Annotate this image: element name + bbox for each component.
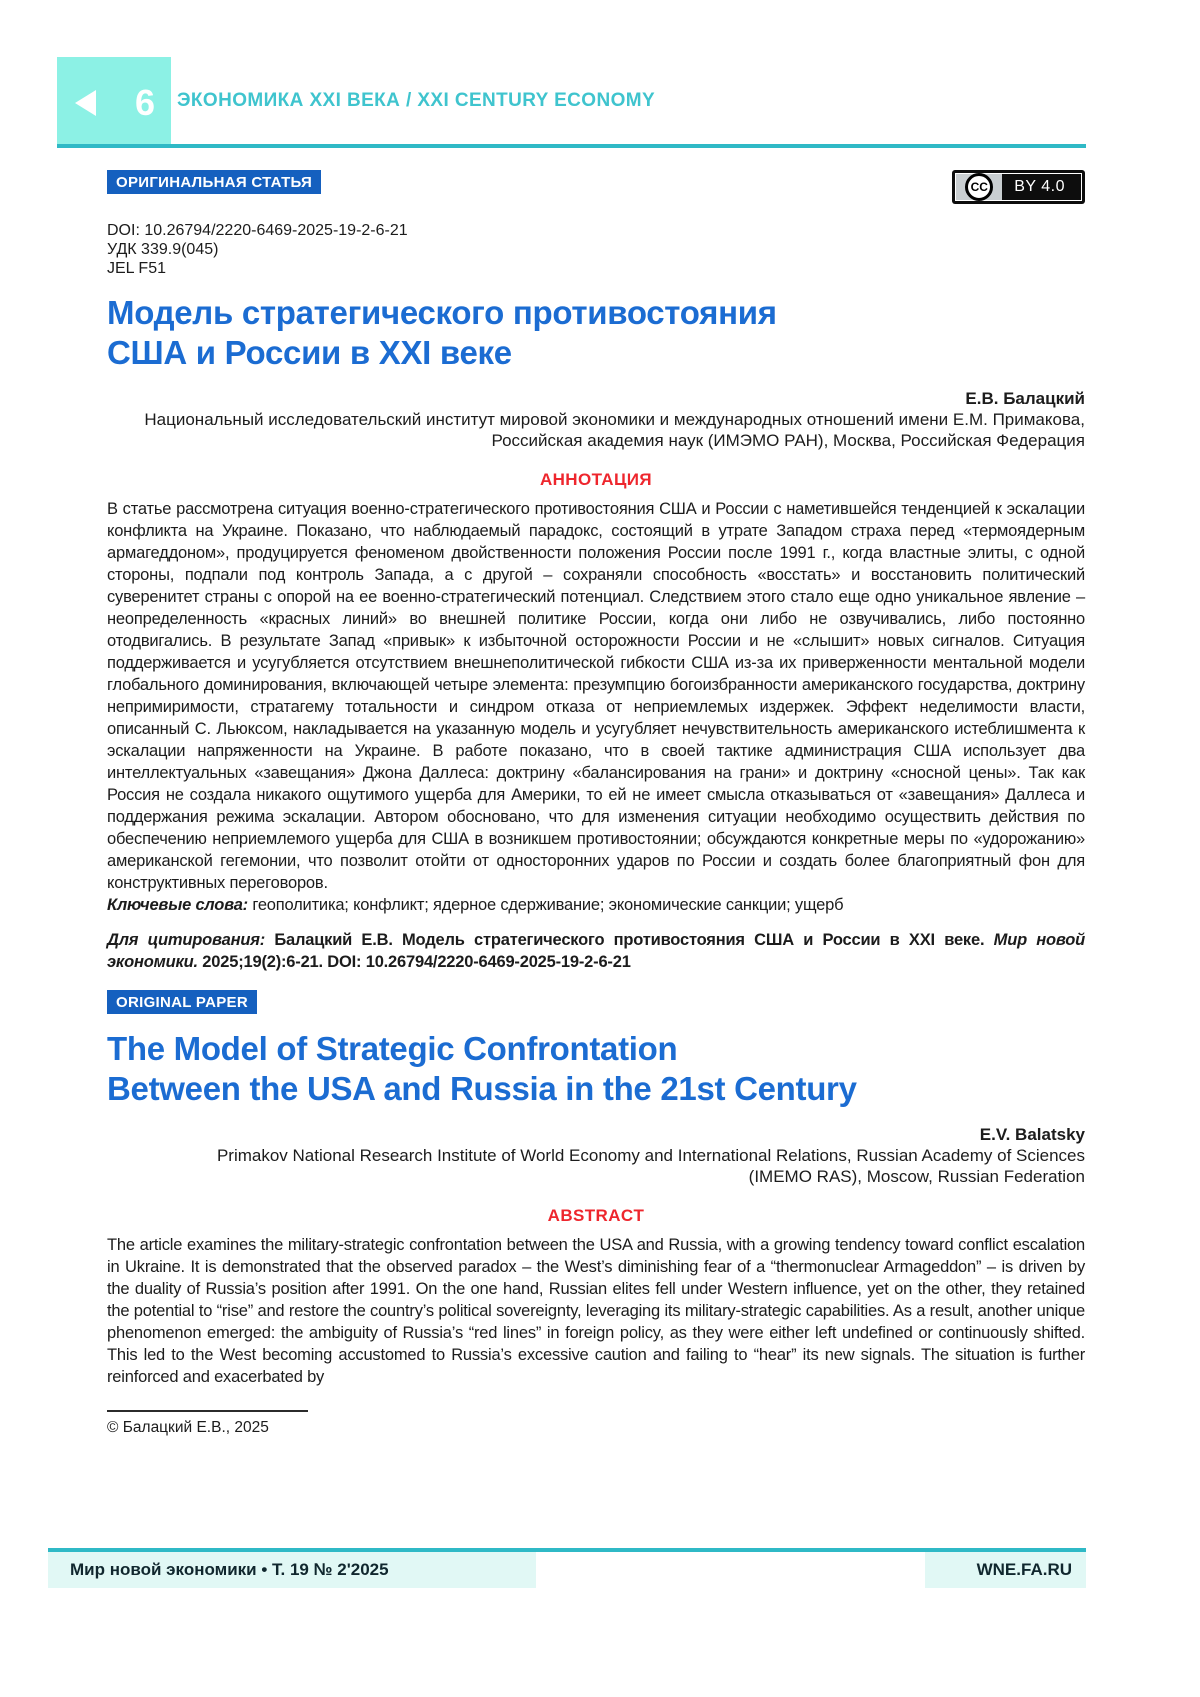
copyright-divider	[107, 1410, 308, 1412]
affiliation-en	[107, 1145, 1085, 1187]
page-number-tab	[57, 57, 171, 148]
abstract-ru	[107, 498, 1085, 894]
udc-line: УДК 339.9(045)	[107, 241, 219, 258]
article-title-en-line1: The Model of Strategic Confrontation	[107, 1030, 678, 1067]
citation-tail: 2025;19(2):6-21. DOI: 10.26794/2220-6469-2025-19-2-6-21	[202, 953, 631, 971]
keywords-label: Ключевые слова:	[107, 896, 248, 914]
article-title-ru	[107, 293, 1085, 373]
abstract-heading-ru: АННОТАЦИЯ	[539, 470, 653, 489]
keywords-text: геополитика; конфликт; ядерное сдерживание; экономические санкции; ущерб	[252, 896, 844, 914]
article-meta	[107, 221, 1085, 278]
jel-line: JEL F51	[107, 260, 166, 277]
copyright-line: © Балацкий Е.В., 2025	[107, 1419, 269, 1436]
back-arrow-icon	[75, 90, 96, 116]
header-divider	[57, 144, 1086, 148]
citation-label: Для цитирования:	[107, 931, 266, 949]
footer-journal-issue: Мир новой экономики • Т. 19 № 2'2025	[48, 1552, 536, 1588]
citation-ru	[107, 929, 1085, 973]
footer-website: WNE.FA.RU	[925, 1552, 1086, 1588]
abstract-heading-en: ABSTRACT	[547, 1206, 645, 1225]
running-head: ЭКОНОМИКА XXI ВЕКА / XXI CENTURY ECONOMY	[177, 90, 656, 111]
article-type-badge-ru: ОРИГИНАЛЬНАЯ СТАТЬЯ	[107, 170, 321, 194]
affiliation-ru	[107, 409, 1085, 451]
article-title-en-line2: Between the USA and Russia in the 21st Century	[107, 1070, 857, 1107]
affiliation-ru-line2: Российская академия наук (ИМЭМО РАН), Москва, Российская Федерация	[491, 431, 1085, 450]
article-title-ru-line2: США и России в XXI веке	[107, 334, 512, 371]
cc-license-inner	[955, 173, 1082, 201]
page-footer	[48, 1548, 1086, 1588]
citation-journal: Мир новой экономики.	[107, 931, 1086, 971]
author-en: E.V. Balatsky	[979, 1125, 1085, 1144]
keywords-ru	[107, 894, 1085, 916]
page-number: 6	[134, 81, 155, 123]
article-type-badge-en: ORIGINAL PAPER	[107, 990, 257, 1014]
abstract-ru-text: В статье рассмотрена ситуация военно-стратегического противостояния США и России с наметившейся тенденцией к эскалации конфликта на Украине. Показано, что наблюдаемый парадокс, состоящий в утрате Западом страха перед «термоядерным армагеддоном», продуцируется феноменом двойственности положения России после 1991 г., когда властные элиты, с одной стороны, подпали под контроль Запада, а с другой – сохраняли способность «восстать» и восстановить политический суверенитет страны с опорой на ее военно-стратегический потенциал. Следствием этого стало еще одно уникальное явление – неопределенность «красных линий» во внешней политике России, когда они либо не озвучивались, либо постоянно отодвигались. В результате Запад «привык» к избыточной осторожности России и не «слышит» новых сигналов. Ситуация поддерживается и усугубляется отсутствием внешнеполитической гибкости США из-за их приверженности ментальной модели глобального доминирования, включающей четыре элемента: презумпцию богоизбранности американского государства, доктрину непримиримости, стратагему тотальности и синдром отказа от неприемлемых издержек. Эффект неделимости власти, описанный С. Льюксом, накладывается на указанную модель и усугубляет нечувствительность американского истеблишмента к эскалации напряженности на Украине. В работе показано, что в своей тактике администрация США использует два интеллектуальных «завещания» Джона Даллеса: доктрину «балансирования на грани» и доктрину «сносной цены». Так как Россия не создала никакого ощутимого ущерба для Америки, то ей не имеет смысла отказываться от «завещания» Даллеса и поддержания режима эскалации. Автором обосновано, что для изменения ситуации необходимо осуществить действия по обеспечению неприемлемого ущерба для США в возникшем противостоянии; обсуждаются конкретные меры по «удорожанию» американской гегемонии, что позволит отойти от односторонних ударов по России и создать более благоприятный фон для конструктивных переговоров.	[107, 500, 1085, 892]
doi-line: DOI: 10.26794/2220-6469-2025-19-2-6-21	[107, 222, 408, 239]
article-first-page	[107, 170, 1085, 1437]
cc-license-badge	[952, 170, 1085, 204]
abstract-en: The article examines the military-strategic confrontation between the USA and Russia, with a growing tendency toward conflict escalation in Ukraine. It is demonstrated that the observed paradox – the West’s diminishing fear of a “thermonuclear Armageddon” – is driven by the duality of Russia’s position after 1991. On the one hand, Russian elites fell under Western influence, yet on the other, they retained the potential to “rise” and restore the country’s political sovereignty, leveraging its military-strategic capabilities. As a result, another unique phenomenon emerged: the ambiguity of Russia’s “red lines” in foreign policy, as they were either left undefined or continuously shifted. This led to the West becoming accustomed to Russia’s excessive caution and failing to “hear” its new signals. The situation is further reinforced and exacerbated by	[107, 1236, 1085, 1386]
affiliation-en-line1: Primakov National Research Institute of World Economy and International Relations, Russian Academy of Sciences	[216, 1146, 1085, 1165]
english-section	[107, 990, 1085, 1388]
badge-row	[107, 170, 1085, 204]
cc-license-label: BY 4.0	[1014, 178, 1065, 195]
article-title-ru-line1: Модель стратегического противостояния	[107, 294, 777, 331]
affiliation-ru-line1: Национальный исследовательский институт мировой экономики и международных отношений имени Е.М. Примакова,	[144, 410, 1085, 429]
citation-text: Балацкий Е.В. Модель стратегического противостояния США и России в XXI веке.	[274, 931, 985, 949]
cc-icon: CC	[965, 173, 993, 201]
affiliation-en-line2: (IMEMO RAS), Moscow, Russian Federation	[748, 1167, 1085, 1186]
article-title-en	[107, 1029, 1085, 1109]
author-ru: Е.В. Балацкий	[965, 389, 1085, 408]
cc-logo-area	[956, 174, 1002, 200]
